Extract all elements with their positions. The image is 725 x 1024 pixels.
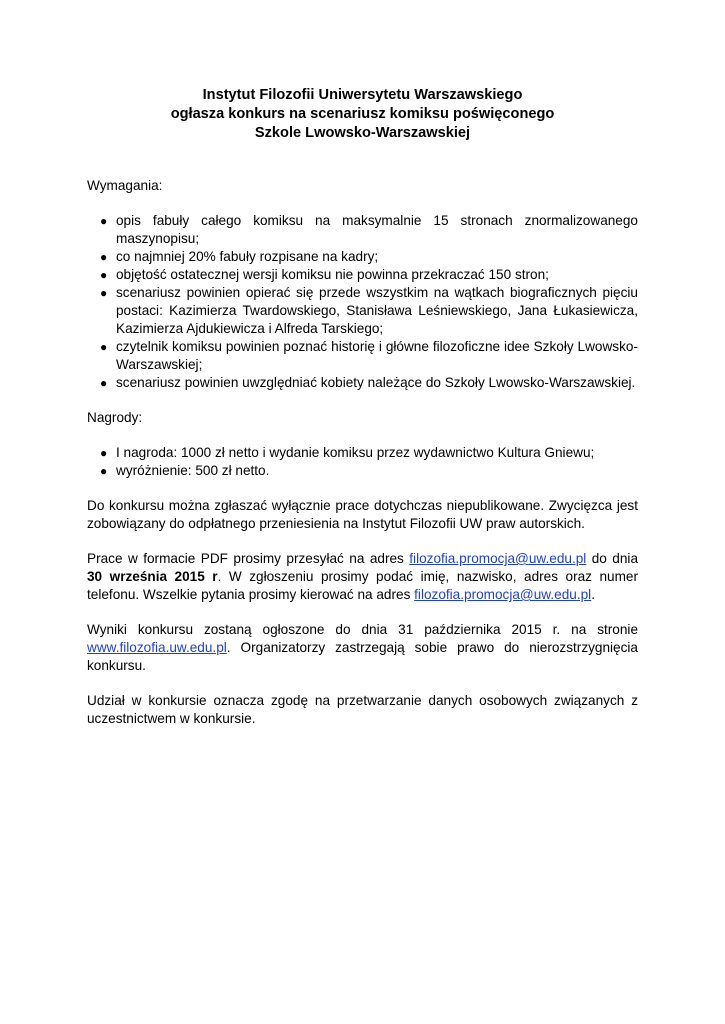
bullet-icon: ● [100,214,108,228]
submission-paragraph [87,550,638,604]
list-item [87,444,638,462]
list-item [87,462,638,480]
results-text: Wyniki konkursu zostaną ogłoszone do dnia 31 października 2015 r. na stronie [87,622,638,637]
list-item [87,266,638,284]
requirements-list [87,212,638,392]
bullet-icon: ● [100,268,108,282]
document-title [87,86,638,143]
submission-text: . W zgłoszeniu prosimy podać imię, nazwisko, adres oraz numer telefonu. Wszelkie pytania prosimy kierować na adres [87,569,639,602]
bullet-icon: ● [100,340,108,354]
requirement-text: scenariusz powinien uwzględniać kobiety należące do Szkoły Lwowsko-Warszawskiej. [116,375,636,390]
requirement-text: czytelnik komiksu powinien poznać historię i główne filozoficzne idee Szkoły Lwowsko-Warszawskiej; [116,339,638,372]
prize-text: wyróżnienie: 500 zł netto. [116,463,270,478]
prizes-list [87,444,638,480]
title-line-2: ogłasza konkurs na scenariusz komiksu poświęconego [170,106,555,122]
list-item [87,248,638,266]
requirement-text: objętość ostatecznej wersji komiksu nie powinna przekraczać 150 stron; [116,267,549,282]
requirements-heading: Wymagania: [87,178,163,193]
website-link[interactable]: www.filozofia.uw.edu.pl [87,640,227,655]
requirement-text: scenariusz powinien opierać się przede wszystkim na wątkach biograficznych pięciu postaci: Kazimierza Twardowskiego, Stanisława Leśniewskiego, Jana Łukasiewicza, Kazimierza Ajdukiewicza i Alfreda Tarskiego; [116,285,638,336]
bullet-icon: ● [100,446,108,460]
submission-deadline: 30 września 2015 r [87,569,218,584]
list-item [87,374,638,392]
prizes-heading: Nagrody: [87,410,143,425]
submission-text: Prace w formacie PDF prosimy przesyłać na adres [87,551,410,566]
submission-email-link[interactable]: filozofia.promocja@uw.edu.pl [409,551,587,566]
consent-paragraph: Udział w konkursie oznacza zgodę na przetwarzanie danych osobowych związanych z uczestnictwem w konkursie. [87,693,638,726]
bullet-icon: ● [100,376,108,390]
eligibility-paragraph: Do konkursu można zgłaszać wyłącznie prace dotychczas niepublikowane. Zwycięzca jest zobowiązany do odpłatnego przeniesienia na Instytut Filozofii UW praw autorskich. [87,498,638,531]
results-paragraph [87,621,638,675]
requirement-text: co najmniej 20% fabuły rozpisane na kadry; [116,249,379,264]
title-line-1: Instytut Filozofii Uniwersytetu Warszawskiego [202,87,523,103]
list-item [87,338,638,374]
list-item [87,212,638,248]
document-page [87,86,638,745]
questions-email-link[interactable]: filozofia.promocja@uw.edu.pl [414,587,592,602]
bullet-icon: ● [100,464,108,478]
submission-text: do dnia [586,551,639,566]
title-line-3: Szkole Lwowsko-Warszawskiej [254,125,471,141]
requirement-text: opis fabuły całego komiksu na maksymalnie 15 stronach znormalizowanego maszynopisu; [116,213,638,246]
bullet-icon: ● [100,250,108,264]
submission-text: . [591,587,595,602]
bullet-icon: ● [100,286,108,300]
list-item [87,284,638,338]
results-text: . Organizatorzy zastrzegają sobie prawo do nierozstrzygnięcia konkursu. [87,640,638,673]
prize-text: I nagroda: 1000 zł netto i wydanie komiksu przez wydawnictwo Kultura Gniewu; [116,445,595,460]
